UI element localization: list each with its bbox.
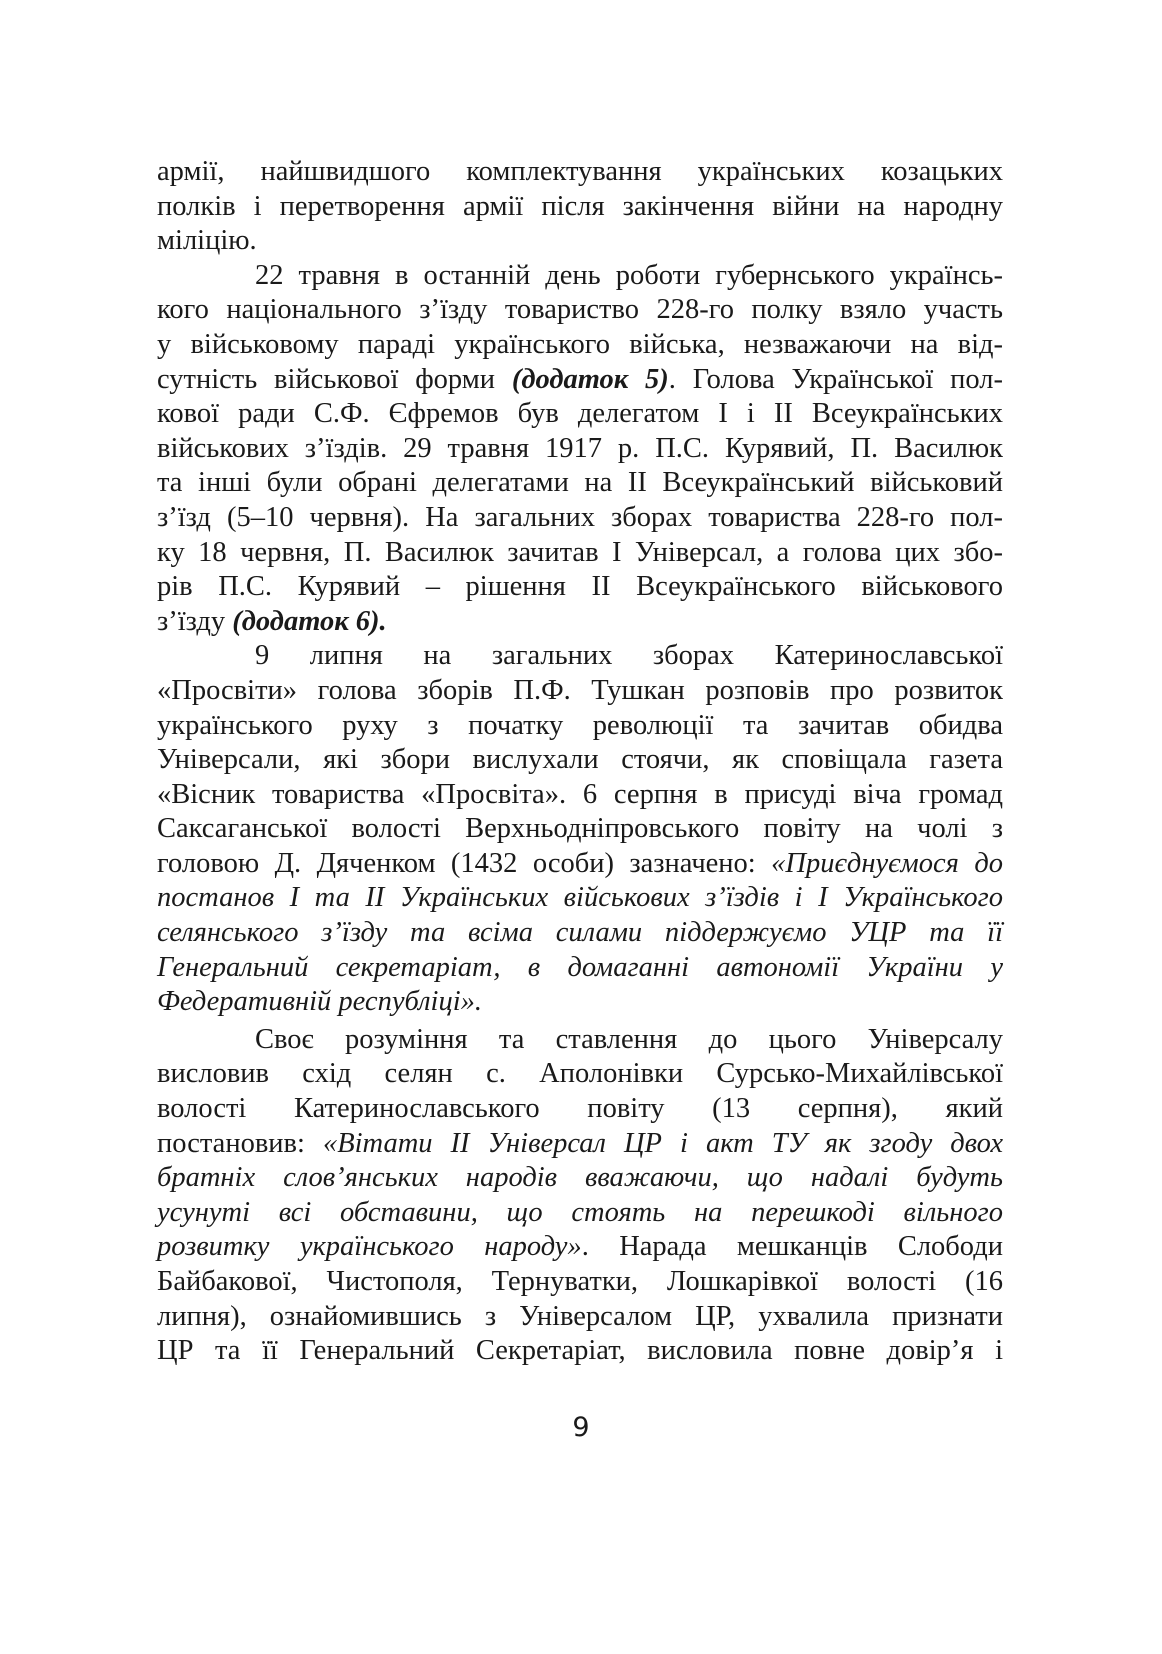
- quotation-line: Федеративній республіці».: [157, 986, 482, 1018]
- paragraph-start-line: 9 липня на загальних зборах Катеринославської: [255, 640, 1003, 672]
- text-line: та інші були обрані делегатами на ІІ Всеукраїнський військовий: [157, 467, 1003, 499]
- text-line: волості Катеринославського повіту (13 серпня), який: [157, 1093, 1003, 1125]
- quotation: «Приєднуємося до: [771, 847, 1003, 879]
- quotation: розвитку українського народу»: [157, 1231, 582, 1263]
- quotation-line: усунуті всі обставини, що стоять на перешкоді вільного: [157, 1196, 1003, 1228]
- text-line: з’їзду (додаток 6).: [157, 605, 387, 637]
- appendix-reference: (додаток 6).: [232, 605, 387, 637]
- text-line: з’їзд (5–10 червня). На загальних зборах товариства 228-го пол-: [157, 501, 1003, 533]
- text-line: у військовому параді українського війська, незважаючи на від-: [157, 328, 1003, 360]
- text-line: кого національного з’їзду товариство 228-го полку взяло участь: [157, 294, 1003, 326]
- quotation-line: Генеральний секретаріат, в домаганні автономії України у: [157, 951, 1003, 983]
- page-number: 9: [572, 1412, 590, 1443]
- text-line: кової ради С.Ф. Єфремов був делегатом І і ІІ Всеукраїнських: [157, 398, 1003, 430]
- text-line: полків і перетворення армії після закінчення війни на народну: [157, 190, 1003, 222]
- text-line: липня), ознайомившись з Універсалом ЦР, ухвалила признати: [157, 1300, 1003, 1332]
- paragraph-start-line: Своє розуміння та ставлення до цього Універсалу: [255, 1023, 1003, 1055]
- text-line: головою Д. Дяченком (1432 особи) зазначено: «Приєднуємося до: [157, 847, 1003, 879]
- text-line: постановив: «Вітати ІІ Універсал ЦР і акт ТУ як згоду двох: [157, 1127, 1003, 1159]
- paragraph-start-line: 22 травня в останній день роботи губернського українсь-: [255, 259, 1003, 291]
- text-line: ЦР та її Генеральний Секретаріат, висловила повне довір’я і: [157, 1335, 1003, 1367]
- text-line: Універсали, які збори вислухали стоячи, як сповіщала газета: [157, 744, 1003, 776]
- text-line: «Просвіти» голова зборів П.Ф. Тушкан розповів про розвиток: [157, 674, 1003, 706]
- text-line: сутність військової форми (додаток 5). Голова Української пол-: [157, 363, 1003, 395]
- appendix-reference: (додаток 5): [511, 363, 669, 395]
- text-line: рів П.С. Курявий – рішення ІІ Всеукраїнського військового: [157, 571, 1003, 603]
- quotation-line: братніх слов’янських народів вважаючи, що надалі будуть: [157, 1162, 1003, 1194]
- body-text: [157, 155, 1003, 1369]
- text-line: ку 18 червня, П. Василюк зачитав І Універсал, а голова цих збо-: [157, 536, 1003, 568]
- text-line: військових з’їздів. 29 травня 1917 р. П.С. Курявий, П. Василюк: [157, 432, 1003, 464]
- text-line: Байбакової, Чистополя, Тернуватки, Лошкарівкої волості (16: [157, 1266, 1003, 1297]
- text-line: міліцію.: [157, 225, 257, 257]
- text-line: розвитку українського народу». Нарада мешканців Слободи: [157, 1231, 1003, 1263]
- quotation: «Вітати ІІ Універсал ЦР і акт ТУ як згоду двох: [322, 1127, 1003, 1159]
- text-line: Саксаганської волості Верхньодніпровського повіту на чолі з: [157, 813, 1003, 845]
- quotation-line: селянського з’їзду та всіма силами піддержуємо УЦР та її: [157, 917, 1003, 949]
- text-line: висловив схід селян с. Аполонівки Сурсько-Михайлівської: [157, 1058, 1003, 1090]
- text-line: «Вісник товариства «Просвіта». 6 серпня в присуді віча громад: [157, 778, 1003, 810]
- text-line: українського руху з початку революції та зачитав обидва: [157, 709, 1003, 741]
- quotation-line: постанов І та ІІ Українських військових з’їздів і І Українського: [157, 882, 1003, 914]
- text-line: армії, найшвидшого комплектування українських козацьких: [157, 156, 1003, 187]
